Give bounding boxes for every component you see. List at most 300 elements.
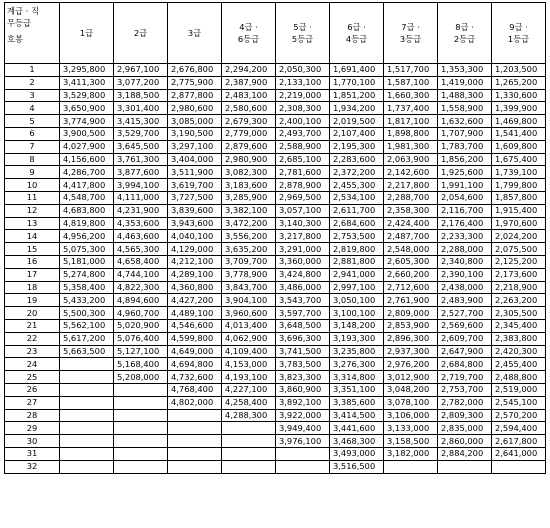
salary-cell: 3,441,600 bbox=[330, 422, 384, 435]
step-cell: 11 bbox=[5, 191, 60, 204]
salary-cell bbox=[276, 447, 330, 460]
salary-cell: 2,835,000 bbox=[438, 422, 492, 435]
salary-cell bbox=[60, 358, 114, 371]
salary-cell: 4,129,000 bbox=[168, 243, 222, 256]
salary-cell: 5,076,400 bbox=[114, 332, 168, 345]
table-body bbox=[5, 64, 546, 474]
salary-cell: 4,111,000 bbox=[114, 191, 168, 204]
salary-cell: 4,956,200 bbox=[60, 230, 114, 243]
salary-cell: 2,969,500 bbox=[276, 191, 330, 204]
salary-cell: 1,856,200 bbox=[438, 153, 492, 166]
salary-cell: 5,358,400 bbox=[60, 281, 114, 294]
column-header: 9급 · 1등급 bbox=[492, 3, 546, 64]
salary-cell: 2,641,000 bbox=[492, 447, 546, 460]
salary-cell: 2,781,600 bbox=[276, 166, 330, 179]
step-cell: 4 bbox=[5, 102, 60, 115]
salary-cell: 3,382,100 bbox=[222, 204, 276, 217]
salary-cell: 4,565,300 bbox=[114, 243, 168, 256]
salary-cell: 2,611,700 bbox=[330, 204, 384, 217]
salary-cell: 3,839,600 bbox=[168, 204, 222, 217]
salary-cell: 2,545,100 bbox=[492, 396, 546, 409]
salary-cell: 3,012,900 bbox=[384, 371, 438, 384]
salary-cell bbox=[222, 422, 276, 435]
step-cell: 13 bbox=[5, 217, 60, 230]
salary-cell: 3,285,900 bbox=[222, 191, 276, 204]
step-cell: 21 bbox=[5, 319, 60, 332]
salary-cell: 2,283,600 bbox=[330, 153, 384, 166]
column-header: 4급 · 6등급 bbox=[222, 3, 276, 64]
salary-cell: 2,685,100 bbox=[276, 153, 330, 166]
salary-cell: 4,013,400 bbox=[222, 319, 276, 332]
step-cell: 5 bbox=[5, 115, 60, 128]
header-corner-bottom: 호봉 bbox=[7, 34, 24, 44]
salary-cell: 2,305,500 bbox=[492, 307, 546, 320]
salary-cell: 3,182,000 bbox=[384, 447, 438, 460]
salary-cell: 3,741,500 bbox=[276, 345, 330, 358]
step-cell: 6 bbox=[5, 127, 60, 140]
salary-cell: 2,647,900 bbox=[438, 345, 492, 358]
step-cell: 28 bbox=[5, 409, 60, 422]
salary-cell: 1,817,100 bbox=[384, 115, 438, 128]
salary-cell: 3,411,300 bbox=[60, 76, 114, 89]
salary-cell: 2,288,700 bbox=[384, 191, 438, 204]
salary-cell bbox=[168, 409, 222, 422]
step-cell: 3 bbox=[5, 89, 60, 102]
salary-cell: 4,231,900 bbox=[114, 204, 168, 217]
salary-cell: 3,994,100 bbox=[114, 179, 168, 192]
salary-cell: 1,265,200 bbox=[492, 76, 546, 89]
salary-cell: 3,650,900 bbox=[60, 102, 114, 115]
salary-cell: 2,488,800 bbox=[492, 371, 546, 384]
salary-cell: 2,809,300 bbox=[438, 409, 492, 422]
table-row bbox=[5, 230, 546, 243]
salary-cell: 3,106,000 bbox=[384, 409, 438, 422]
salary-cell: 2,125,200 bbox=[492, 255, 546, 268]
salary-cell: 2,588,900 bbox=[276, 140, 330, 153]
salary-cell: 2,967,100 bbox=[114, 64, 168, 77]
table-row bbox=[5, 307, 546, 320]
salary-cell: 3,761,300 bbox=[114, 153, 168, 166]
salary-cell: 2,233,300 bbox=[438, 230, 492, 243]
salary-cell: 2,195,300 bbox=[330, 140, 384, 153]
salary-cell: 1,419,000 bbox=[438, 76, 492, 89]
salary-cell: 2,116,700 bbox=[438, 204, 492, 217]
salary-cell: 3,235,800 bbox=[330, 345, 384, 358]
salary-cell bbox=[60, 422, 114, 435]
salary-cell: 3,351,100 bbox=[330, 383, 384, 396]
salary-cell bbox=[60, 447, 114, 460]
salary-cell: 3,976,100 bbox=[276, 435, 330, 448]
salary-cell: 2,570,200 bbox=[492, 409, 546, 422]
salary-cell: 3,190,500 bbox=[168, 127, 222, 140]
salary-cell: 2,997,100 bbox=[330, 281, 384, 294]
salary-cell: 2,294,200 bbox=[222, 64, 276, 77]
salary-cell: 3,635,200 bbox=[222, 243, 276, 256]
salary-cell: 2,941,000 bbox=[330, 268, 384, 281]
salary-cell: 2,782,000 bbox=[438, 396, 492, 409]
salary-cell: 2,753,500 bbox=[330, 230, 384, 243]
salary-cell: 2,569,600 bbox=[438, 319, 492, 332]
salary-cell: 1,770,100 bbox=[330, 76, 384, 89]
column-header: 6급 · 4등급 bbox=[330, 3, 384, 64]
salary-cell: 4,546,600 bbox=[168, 319, 222, 332]
salary-cell: 3,696,300 bbox=[276, 332, 330, 345]
table-row bbox=[5, 89, 546, 102]
salary-cell: 2,980,900 bbox=[222, 153, 276, 166]
table-row bbox=[5, 358, 546, 371]
salary-cell: 5,663,500 bbox=[60, 345, 114, 358]
salary-cell: 2,819,800 bbox=[330, 243, 384, 256]
salary-cell: 2,534,100 bbox=[330, 191, 384, 204]
salary-cell: 2,853,900 bbox=[384, 319, 438, 332]
salary-cell: 1,660,300 bbox=[384, 89, 438, 102]
salary-cell: 2,217,800 bbox=[384, 179, 438, 192]
salary-cell: 3,619,700 bbox=[168, 179, 222, 192]
salary-cell bbox=[60, 383, 114, 396]
salary-cell: 4,599,800 bbox=[168, 332, 222, 345]
salary-cell: 4,040,100 bbox=[168, 230, 222, 243]
salary-cell: 3,783,500 bbox=[276, 358, 330, 371]
salary-cell: 4,819,800 bbox=[60, 217, 114, 230]
salary-cell: 3,774,900 bbox=[60, 115, 114, 128]
salary-cell: 3,301,400 bbox=[114, 102, 168, 115]
salary-cell: 2,684,600 bbox=[330, 217, 384, 230]
salary-cell: 3,468,300 bbox=[330, 435, 384, 448]
salary-cell: 4,427,200 bbox=[168, 294, 222, 307]
step-cell: 12 bbox=[5, 204, 60, 217]
salary-cell: 2,980,600 bbox=[168, 102, 222, 115]
salary-cell: 2,142,600 bbox=[384, 166, 438, 179]
step-cell: 18 bbox=[5, 281, 60, 294]
salary-cell: 3,709,700 bbox=[222, 255, 276, 268]
salary-cell: 3,556,200 bbox=[222, 230, 276, 243]
step-cell: 8 bbox=[5, 153, 60, 166]
salary-cell: 3,048,200 bbox=[384, 383, 438, 396]
salary-cell: 3,085,000 bbox=[168, 115, 222, 128]
salary-cell: 3,486,000 bbox=[276, 281, 330, 294]
salary-cell: 1,517,700 bbox=[384, 64, 438, 77]
salary-cell: 2,455,400 bbox=[492, 358, 546, 371]
salary-cell: 3,823,300 bbox=[276, 371, 330, 384]
table-row bbox=[5, 294, 546, 307]
salary-cell: 2,976,200 bbox=[384, 358, 438, 371]
salary-cell: 2,605,300 bbox=[384, 255, 438, 268]
salary-cell: 3,778,900 bbox=[222, 268, 276, 281]
salary-cell: 2,937,300 bbox=[384, 345, 438, 358]
salary-cell bbox=[222, 447, 276, 460]
salary-cell: 3,148,200 bbox=[330, 319, 384, 332]
salary-cell: 5,168,400 bbox=[114, 358, 168, 371]
step-cell: 15 bbox=[5, 243, 60, 256]
header-row bbox=[5, 3, 546, 64]
salary-cell: 1,609,800 bbox=[492, 140, 546, 153]
salary-cell: 4,156,600 bbox=[60, 153, 114, 166]
table-row bbox=[5, 460, 546, 473]
step-cell: 31 bbox=[5, 447, 60, 460]
salary-cell: 1,925,600 bbox=[438, 166, 492, 179]
salary-cell: 5,020,900 bbox=[114, 319, 168, 332]
salary-cell bbox=[114, 409, 168, 422]
salary-cell: 4,360,800 bbox=[168, 281, 222, 294]
table-row bbox=[5, 179, 546, 192]
salary-cell: 5,500,300 bbox=[60, 307, 114, 320]
salary-cell bbox=[114, 396, 168, 409]
salary-cell: 2,063,900 bbox=[384, 153, 438, 166]
salary-cell: 2,176,400 bbox=[438, 217, 492, 230]
salary-cell: 2,024,200 bbox=[492, 230, 546, 243]
salary-cell: 4,227,100 bbox=[222, 383, 276, 396]
table-row bbox=[5, 345, 546, 358]
salary-cell: 5,274,800 bbox=[60, 268, 114, 281]
table-row bbox=[5, 166, 546, 179]
step-cell: 7 bbox=[5, 140, 60, 153]
header-corner-top: 계급 · 직 bbox=[7, 6, 39, 16]
salary-cell: 3,295,800 bbox=[60, 64, 114, 77]
salary-cell bbox=[60, 460, 114, 473]
salary-cell: 3,960,600 bbox=[222, 307, 276, 320]
table-row bbox=[5, 396, 546, 409]
salary-cell: 3,843,700 bbox=[222, 281, 276, 294]
step-cell: 17 bbox=[5, 268, 60, 281]
salary-cell: 2,483,100 bbox=[222, 89, 276, 102]
salary-cell: 2,609,700 bbox=[438, 332, 492, 345]
table-row bbox=[5, 447, 546, 460]
salary-cell: 5,617,200 bbox=[60, 332, 114, 345]
salary-cell: 2,860,000 bbox=[438, 435, 492, 448]
salary-cell: 5,433,200 bbox=[60, 294, 114, 307]
salary-cell bbox=[168, 435, 222, 448]
salary-cell: 3,529,800 bbox=[60, 89, 114, 102]
table-row bbox=[5, 332, 546, 345]
salary-cell: 2,219,000 bbox=[276, 89, 330, 102]
salary-cell: 3,291,000 bbox=[276, 243, 330, 256]
salary-cell: 3,385,600 bbox=[330, 396, 384, 409]
salary-cell: 3,648,500 bbox=[276, 319, 330, 332]
table-row bbox=[5, 435, 546, 448]
salary-cell bbox=[384, 460, 438, 473]
salary-cell: 4,802,000 bbox=[168, 396, 222, 409]
salary-cell: 3,057,100 bbox=[276, 204, 330, 217]
salary-cell bbox=[168, 460, 222, 473]
salary-cell: 4,649,000 bbox=[168, 345, 222, 358]
salary-cell: 3,472,200 bbox=[222, 217, 276, 230]
salary-cell: 4,289,100 bbox=[168, 268, 222, 281]
salary-cell: 2,019,500 bbox=[330, 115, 384, 128]
step-cell: 1 bbox=[5, 64, 60, 77]
salary-cell: 3,140,300 bbox=[276, 217, 330, 230]
salary-cell bbox=[114, 383, 168, 396]
salary-cell: 2,107,400 bbox=[330, 127, 384, 140]
salary-cell: 4,153,000 bbox=[222, 358, 276, 371]
salary-cell: 1,691,400 bbox=[330, 64, 384, 77]
step-cell: 9 bbox=[5, 166, 60, 179]
salary-cell bbox=[114, 447, 168, 460]
salary-cell: 5,181,000 bbox=[60, 255, 114, 268]
salary-cell: 5,075,300 bbox=[60, 243, 114, 256]
salary-cell: 3,860,900 bbox=[276, 383, 330, 396]
salary-cell: 4,062,900 bbox=[222, 332, 276, 345]
salary-cell: 1,783,700 bbox=[438, 140, 492, 153]
salary-cell: 1,632,600 bbox=[438, 115, 492, 128]
salary-cell: 2,527,700 bbox=[438, 307, 492, 320]
salary-cell: 1,898,800 bbox=[384, 127, 438, 140]
step-cell: 14 bbox=[5, 230, 60, 243]
step-cell: 30 bbox=[5, 435, 60, 448]
salary-cell: 3,404,000 bbox=[168, 153, 222, 166]
salary-cell bbox=[114, 435, 168, 448]
salary-cell: 3,415,300 bbox=[114, 115, 168, 128]
salary-cell: 1,707,900 bbox=[438, 127, 492, 140]
salary-cell: 1,587,100 bbox=[384, 76, 438, 89]
salary-cell: 3,276,300 bbox=[330, 358, 384, 371]
salary-cell: 3,297,100 bbox=[168, 140, 222, 153]
salary-cell: 2,420,300 bbox=[492, 345, 546, 358]
salary-cell: 3,922,000 bbox=[276, 409, 330, 422]
salary-cell: 1,739,100 bbox=[492, 166, 546, 179]
salary-cell bbox=[60, 409, 114, 422]
table-row bbox=[5, 422, 546, 435]
salary-cell: 3,543,700 bbox=[276, 294, 330, 307]
salary-cell: 2,372,200 bbox=[330, 166, 384, 179]
salary-cell: 2,390,100 bbox=[438, 268, 492, 281]
salary-cell: 1,353,300 bbox=[438, 64, 492, 77]
header-corner-mid: 무등급 bbox=[7, 18, 32, 28]
table-row bbox=[5, 243, 546, 256]
salary-cell bbox=[222, 460, 276, 473]
salary-cell: 1,737,400 bbox=[384, 102, 438, 115]
salary-cell: 4,193,100 bbox=[222, 371, 276, 384]
salary-cell: 3,949,400 bbox=[276, 422, 330, 435]
salary-cell: 4,683,800 bbox=[60, 204, 114, 217]
salary-cell: 3,077,200 bbox=[114, 76, 168, 89]
salary-cell: 4,694,800 bbox=[168, 358, 222, 371]
salary-cell: 3,193,300 bbox=[330, 332, 384, 345]
salary-cell bbox=[168, 447, 222, 460]
column-header: 7급 · 3등급 bbox=[384, 3, 438, 64]
salary-cell: 4,744,100 bbox=[114, 268, 168, 281]
salary-cell: 4,286,700 bbox=[60, 166, 114, 179]
salary-cell: 2,383,800 bbox=[492, 332, 546, 345]
step-cell: 10 bbox=[5, 179, 60, 192]
table-row bbox=[5, 268, 546, 281]
salary-cell: 2,594,400 bbox=[492, 422, 546, 435]
salary-cell: 4,894,600 bbox=[114, 294, 168, 307]
salary-cell: 1,541,400 bbox=[492, 127, 546, 140]
salary-cell: 2,487,700 bbox=[384, 230, 438, 243]
salary-cell: 1,399,900 bbox=[492, 102, 546, 115]
salary-cell: 2,263,200 bbox=[492, 294, 546, 307]
salary-cell: 3,597,700 bbox=[276, 307, 330, 320]
table-row bbox=[5, 217, 546, 230]
salary-cell: 4,489,100 bbox=[168, 307, 222, 320]
salary-cell: 5,127,100 bbox=[114, 345, 168, 358]
salary-cell: 2,896,300 bbox=[384, 332, 438, 345]
step-cell: 23 bbox=[5, 345, 60, 358]
salary-cell: 1,934,200 bbox=[330, 102, 384, 115]
salary-cell: 1,915,400 bbox=[492, 204, 546, 217]
salary-cell: 3,360,000 bbox=[276, 255, 330, 268]
salary-cell bbox=[60, 371, 114, 384]
salary-cell: 2,775,900 bbox=[168, 76, 222, 89]
salary-cell: 2,779,000 bbox=[222, 127, 276, 140]
salary-cell: 2,878,900 bbox=[276, 179, 330, 192]
salary-cell: 2,493,700 bbox=[276, 127, 330, 140]
salary-cell: 2,877,800 bbox=[168, 89, 222, 102]
salary-cell: 3,183,600 bbox=[222, 179, 276, 192]
salary-cell: 1,558,900 bbox=[438, 102, 492, 115]
header-corner bbox=[5, 3, 60, 64]
salary-cell: 3,645,500 bbox=[114, 140, 168, 153]
salary-cell: 3,529,700 bbox=[114, 127, 168, 140]
salary-cell: 4,353,600 bbox=[114, 217, 168, 230]
table-row bbox=[5, 281, 546, 294]
salary-cell: 2,288,000 bbox=[438, 243, 492, 256]
salary-cell: 2,719,700 bbox=[438, 371, 492, 384]
salary-cell: 2,387,900 bbox=[222, 76, 276, 89]
salary-cell: 3,727,500 bbox=[168, 191, 222, 204]
salary-cell: 3,904,100 bbox=[222, 294, 276, 307]
salary-cell: 4,109,400 bbox=[222, 345, 276, 358]
salary-cell: 1,981,300 bbox=[384, 140, 438, 153]
table-row bbox=[5, 255, 546, 268]
salary-cell: 2,881,800 bbox=[330, 255, 384, 268]
salary-cell: 1,675,400 bbox=[492, 153, 546, 166]
salary-cell bbox=[60, 435, 114, 448]
salary-cell: 4,960,700 bbox=[114, 307, 168, 320]
salary-cell: 2,218,900 bbox=[492, 281, 546, 294]
salary-cell: 1,469,800 bbox=[492, 115, 546, 128]
table-row bbox=[5, 319, 546, 332]
salary-cell: 2,676,800 bbox=[168, 64, 222, 77]
salary-cell: 1,991,100 bbox=[438, 179, 492, 192]
step-cell: 16 bbox=[5, 255, 60, 268]
salary-cell: 2,884,200 bbox=[438, 447, 492, 460]
salary-cell: 3,414,500 bbox=[330, 409, 384, 422]
salary-cell: 2,684,800 bbox=[438, 358, 492, 371]
salary-cell bbox=[222, 435, 276, 448]
salary-cell: 1,851,200 bbox=[330, 89, 384, 102]
salary-cell bbox=[438, 460, 492, 473]
salary-cell: 3,050,100 bbox=[330, 294, 384, 307]
salary-cell bbox=[276, 460, 330, 473]
salary-cell: 3,158,500 bbox=[384, 435, 438, 448]
column-header: 5급 · 5등급 bbox=[276, 3, 330, 64]
salary-cell: 4,258,400 bbox=[222, 396, 276, 409]
salary-cell: 3,424,800 bbox=[276, 268, 330, 281]
salary-cell: 2,580,600 bbox=[222, 102, 276, 115]
salary-cell: 4,732,600 bbox=[168, 371, 222, 384]
salary-cell: 1,799,800 bbox=[492, 179, 546, 192]
salary-cell: 3,133,000 bbox=[384, 422, 438, 435]
salary-cell: 2,050,300 bbox=[276, 64, 330, 77]
salary-table bbox=[4, 2, 546, 474]
table-row bbox=[5, 371, 546, 384]
table-row bbox=[5, 115, 546, 128]
salary-cell: 1,488,300 bbox=[438, 89, 492, 102]
salary-cell: 3,877,600 bbox=[114, 166, 168, 179]
table-row bbox=[5, 383, 546, 396]
table-row bbox=[5, 191, 546, 204]
salary-cell: 2,879,600 bbox=[222, 140, 276, 153]
salary-cell: 2,809,000 bbox=[384, 307, 438, 320]
salary-cell: 2,761,900 bbox=[384, 294, 438, 307]
salary-cell: 2,548,000 bbox=[384, 243, 438, 256]
step-cell: 27 bbox=[5, 396, 60, 409]
salary-cell: 1,857,800 bbox=[492, 191, 546, 204]
salary-cell: 2,519,000 bbox=[492, 383, 546, 396]
table-row bbox=[5, 76, 546, 89]
salary-cell: 4,463,600 bbox=[114, 230, 168, 243]
